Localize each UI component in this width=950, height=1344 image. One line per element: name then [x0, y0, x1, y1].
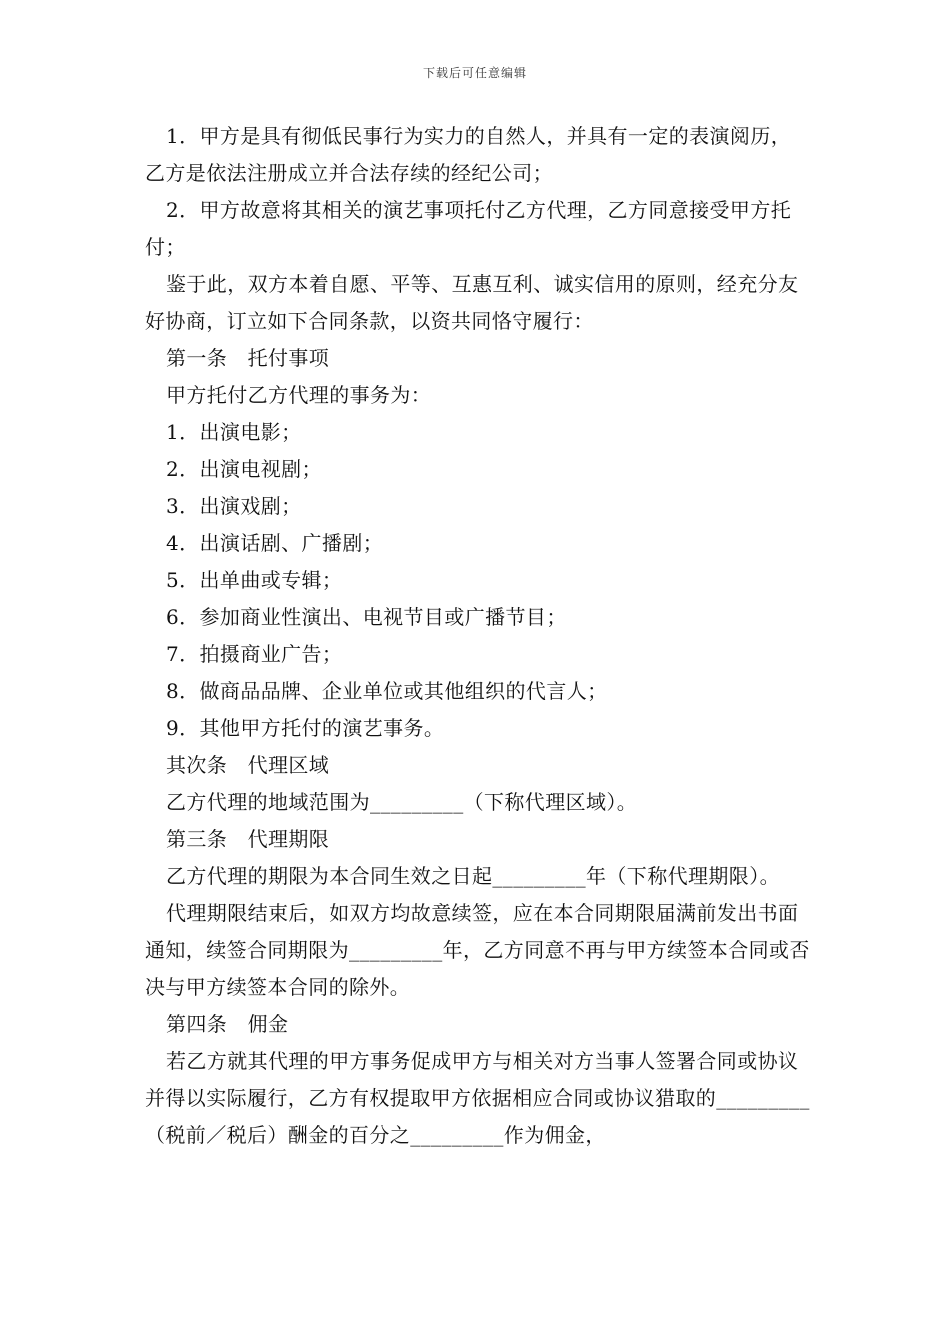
- list-item: 1．出演电影；: [166, 420, 302, 444]
- article-2-text: 乙方代理的地域范围为_________（下称代理区域）。: [166, 790, 638, 814]
- page-header: 下载后可任意编辑: [422, 66, 527, 80]
- article-1-heading: 第一条 托付事项: [166, 346, 330, 370]
- list-item: 2．出演电视剧；: [166, 457, 322, 481]
- list-item: 8．做商品品牌、企业单位或其他组织的代言人；: [166, 679, 608, 703]
- clause-paragraph-1: 1．甲方是具有彻低民事行为实力的自然人，并具有一定的表演阅历，乙方是依法注册成立并合法存续的经纪公司；: [145, 124, 792, 185]
- list-item: 5．出单曲或专辑；: [166, 568, 343, 592]
- list-item: 7．拍摄商业广告；: [166, 642, 343, 666]
- article-2-heading: 其次条 代理区域: [166, 753, 330, 777]
- list-item: 6．参加商业性演出、电视节目或广播节目；: [166, 605, 567, 629]
- document-body: [145, 118, 810, 1154]
- list-item: 4．出演话剧、广播剧；: [166, 531, 384, 555]
- list-item: 3．出演戏剧；: [166, 494, 302, 518]
- article-1-intro: 甲方托付乙方代理的事务为：: [166, 383, 432, 407]
- clause-paragraph-2: 2．甲方故意将其相关的演艺事项托付乙方代理，乙方同意接受甲方托付；: [145, 198, 792, 259]
- article-3-heading: 第三条 代理期限: [166, 827, 330, 851]
- article-3-renewal-text: 代理期限结束后，如双方均故意续签，应在本合同期限届满前发出书面通知，续签合同期限为_________年，乙方同意不再与甲方续签本合同或否决与甲方续签本合同的除外。: [145, 901, 810, 999]
- article-3-text: 乙方代理的期限为本合同生效之日起_________年（下称代理期限）。: [166, 864, 780, 888]
- article-4-heading: 第四条 佣金: [166, 1012, 289, 1036]
- preamble-paragraph: 鉴于此，双方本着自愿、平等、互惠互利、诚实信用的原则，经充分友好协商，订立如下合同条款，以资共同恪守履行：: [145, 272, 799, 333]
- article-4-text: 若乙方就其代理的甲方事务促成甲方与相关对方当事人签署合同或协议并得以实际履行，乙方有权提取甲方依据相应合同或协议猎取的_________（税前／税后）酬金的百分之_________作为佣金，: [145, 1049, 810, 1147]
- list-item: 9．其他甲方托付的演艺事务。: [166, 716, 445, 740]
